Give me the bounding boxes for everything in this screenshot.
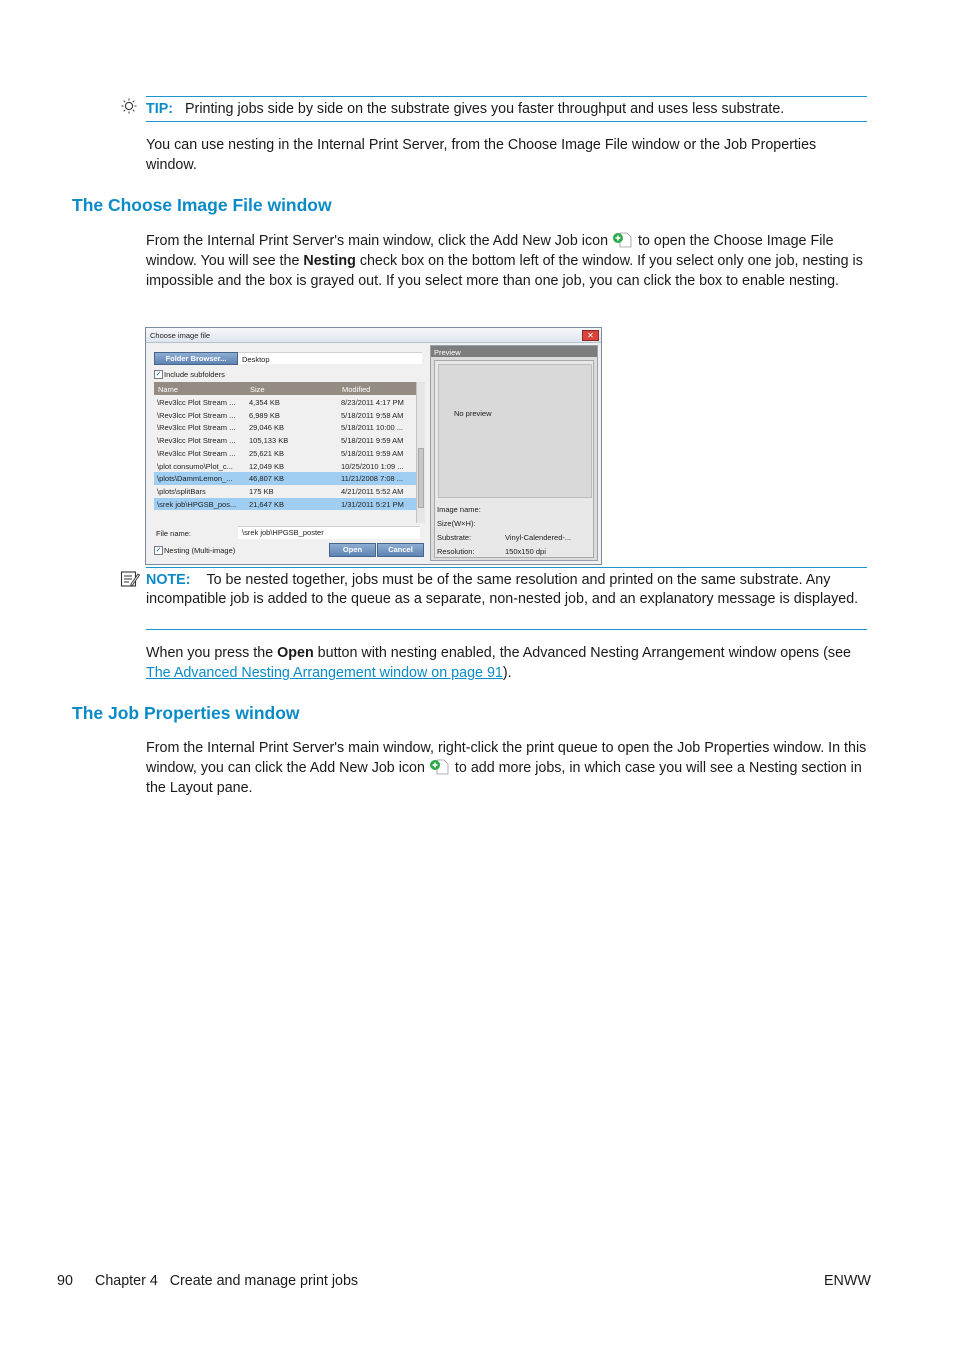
- file-name: \Rev3lcc Plot Stream ...: [157, 410, 236, 420]
- include-subfolders-label: Include subfolders: [164, 370, 225, 379]
- file-size: 105,133 KB: [249, 436, 289, 446]
- file-name: \plot consumo\Plot_c...: [157, 461, 233, 471]
- section-heading-job-properties: The Job Properties window: [72, 703, 300, 723]
- include-subfolders-checkbox[interactable]: ✓: [155, 371, 162, 378]
- info-substrate: [437, 533, 587, 542]
- file-size: 4,354 KB: [249, 398, 280, 407]
- preview-header: [431, 346, 597, 357]
- file-modified: 5/18/2011 10:00 ...: [341, 423, 403, 433]
- section2-paragraph: [146, 738, 868, 798]
- info-value: 150x150 dpi: [505, 547, 546, 556]
- file-row[interactable]: [154, 447, 416, 460]
- file-name-value: \srek job\HPGSB_poster: [242, 528, 324, 537]
- file-row[interactable]: [154, 485, 416, 498]
- add-new-job-icon: [429, 759, 451, 775]
- open-paragraph: [146, 643, 866, 683]
- file-name: \srek job\HPGSB_pos...: [157, 499, 237, 509]
- file-size: 6,989 KB: [249, 410, 280, 420]
- preview-panel: [430, 345, 598, 561]
- preview-header-text: Preview: [434, 348, 461, 357]
- file-size: 12,049 KB: [249, 461, 285, 471]
- file-row[interactable]: [154, 396, 416, 409]
- preview-image-area: [438, 364, 592, 498]
- tip-box: [146, 99, 866, 119]
- info-image-name: [437, 505, 481, 514]
- file-row[interactable]: [154, 421, 416, 434]
- file-modified: 8/23/2011 4:17 PM: [341, 398, 404, 407]
- close-icon[interactable]: ✕: [582, 330, 599, 341]
- info-size: [437, 519, 476, 528]
- note-box: [146, 571, 866, 610]
- open-text-a: When you press the: [146, 645, 274, 661]
- cancel-button[interactable]: Cancel: [377, 543, 424, 557]
- section1-text-a: From the Internal Print Server's main window, click the Add New Job icon: [146, 233, 609, 249]
- file-name: \Rev3lcc Plot Stream ...: [157, 448, 236, 458]
- tip-top-rule: [146, 96, 867, 97]
- nesting-bold: Nesting: [303, 253, 356, 269]
- file-size: 21,647 KB: [249, 499, 285, 509]
- file-size: 25,621 KB: [249, 448, 285, 458]
- file-list-scrollbar[interactable]: [416, 382, 425, 523]
- note-text: To be nested together, jobs must be of the same resolution and printed on the same substrate. Any incompatible job is added to the queue as a separate, non-nested job, and an explanatory message is displayed.: [146, 572, 859, 608]
- info-label: Substrate:: [437, 533, 472, 542]
- file-size: 29,046 KB: [249, 423, 285, 433]
- intro-paragraph: You can use nesting in the Internal Print Server, from the Choose Image File window or the Job Properties window.: [146, 137, 817, 173]
- file-modified: 4/21/2011 5:52 AM: [341, 486, 404, 496]
- tip-text: Printing jobs side by side on the substrate gives you faster throughput and uses less substrate.: [185, 101, 785, 117]
- column-modified[interactable]: Modified: [342, 385, 371, 394]
- open-text-b: button with nesting enabled, the Advanced Nesting Arrangement window opens (see: [317, 645, 851, 661]
- footer-chapter: Chapter 4 Create and manage print jobs: [95, 1273, 359, 1289]
- note-notepad-icon: [120, 570, 140, 588]
- file-name-field[interactable]: [238, 526, 420, 539]
- info-resolution: [437, 547, 587, 556]
- open-bold: Open: [277, 645, 314, 661]
- file-name: \Rev3lcc Plot Stream ...: [157, 436, 236, 446]
- nesting-label: Nesting (Multi-image): [164, 546, 236, 555]
- section1-text-c: check box on the bottom left of the window. If you select only one job, nesting is impossible and the box is grayed out. If you select more than one job, you can click the box to enable nesting.: [146, 253, 863, 289]
- section1-text-b: to open the Choose Image File window. You will see the: [146, 233, 834, 269]
- info-label: Size(W×H):: [437, 519, 476, 528]
- file-row[interactable]: [154, 460, 416, 473]
- file-size: 46,807 KB: [249, 474, 285, 484]
- open-button[interactable]: Open: [329, 543, 376, 557]
- nesting-checkbox[interactable]: ✓: [155, 547, 162, 554]
- section2-text-b: to add more jobs, in which case you will see a Nesting section in the Layout pane.: [146, 760, 862, 796]
- section-heading-choose-image-file: The Choose Image File window: [72, 195, 332, 215]
- file-modified: 5/18/2011 9:59 AM: [341, 436, 404, 446]
- add-new-job-icon: [612, 232, 634, 248]
- preview-frame: [434, 360, 594, 558]
- footer-enww: ENWW: [824, 1273, 871, 1289]
- advanced-nesting-link[interactable]: The Advanced Nesting Arrangement window on page 91: [146, 665, 503, 681]
- scrollbar-thumb[interactable]: [418, 448, 424, 508]
- footer-page-number: 90: [57, 1273, 73, 1289]
- tip-bottom-rule: [146, 121, 867, 122]
- tip-lightbulb-icon: [120, 97, 138, 115]
- file-name-label: File name:: [156, 529, 192, 538]
- info-label: Image name:: [437, 505, 481, 514]
- file-list-header: [154, 382, 416, 395]
- file-modified: 5/18/2011 9:59 AM: [341, 448, 404, 458]
- no-preview-text: No preview: [454, 409, 492, 418]
- file-modified: 10/25/2010 1:09 ...: [341, 461, 404, 471]
- folder-path-field[interactable]: [238, 352, 422, 364]
- column-name[interactable]: Name: [158, 385, 179, 394]
- tip-label: TIP:: [146, 101, 174, 117]
- info-value: Vinyl-Calendered-...: [505, 533, 572, 542]
- file-name: \plots\DammLemon_...: [157, 474, 233, 484]
- section1-paragraph: [146, 231, 866, 291]
- file-row-selected[interactable]: [154, 472, 416, 485]
- file-name: \Rev3lcc Plot Stream ...: [157, 398, 236, 407]
- file-modified: 11/21/2008 7:08 ...: [341, 474, 403, 484]
- folder-browser-button[interactable]: Folder Browser...: [154, 352, 238, 365]
- column-size[interactable]: Size: [250, 385, 265, 394]
- note-top-rule: [146, 567, 867, 568]
- dialog-title: Choose image file: [150, 331, 211, 340]
- file-row[interactable]: [154, 409, 416, 422]
- dialog-titlebar: [146, 328, 601, 343]
- file-modified: 1/31/2011 5:21 PM: [341, 499, 404, 509]
- info-label: Resolution:: [437, 547, 475, 556]
- note-label: NOTE:: [146, 572, 191, 588]
- file-row-selected[interactable]: [154, 498, 416, 511]
- file-name: \plots\splitBars: [157, 486, 206, 496]
- file-size: 175 KB: [249, 486, 274, 496]
- section2-text-a: From the Internal Print Server's main window, right-click the print queue to open the Job Properties window. In this window, you can click the Add New Job icon: [146, 740, 867, 776]
- note-bottom-rule: [146, 629, 867, 630]
- choose-image-file-screenshot: [145, 327, 602, 565]
- open-text-c: ).: [502, 665, 512, 681]
- file-modified: 5/18/2011 9:58 AM: [341, 410, 404, 420]
- file-name: \Rev3lcc Plot Stream ...: [157, 423, 236, 433]
- file-row[interactable]: [154, 434, 416, 447]
- folder-path-text: Desktop: [242, 355, 270, 364]
